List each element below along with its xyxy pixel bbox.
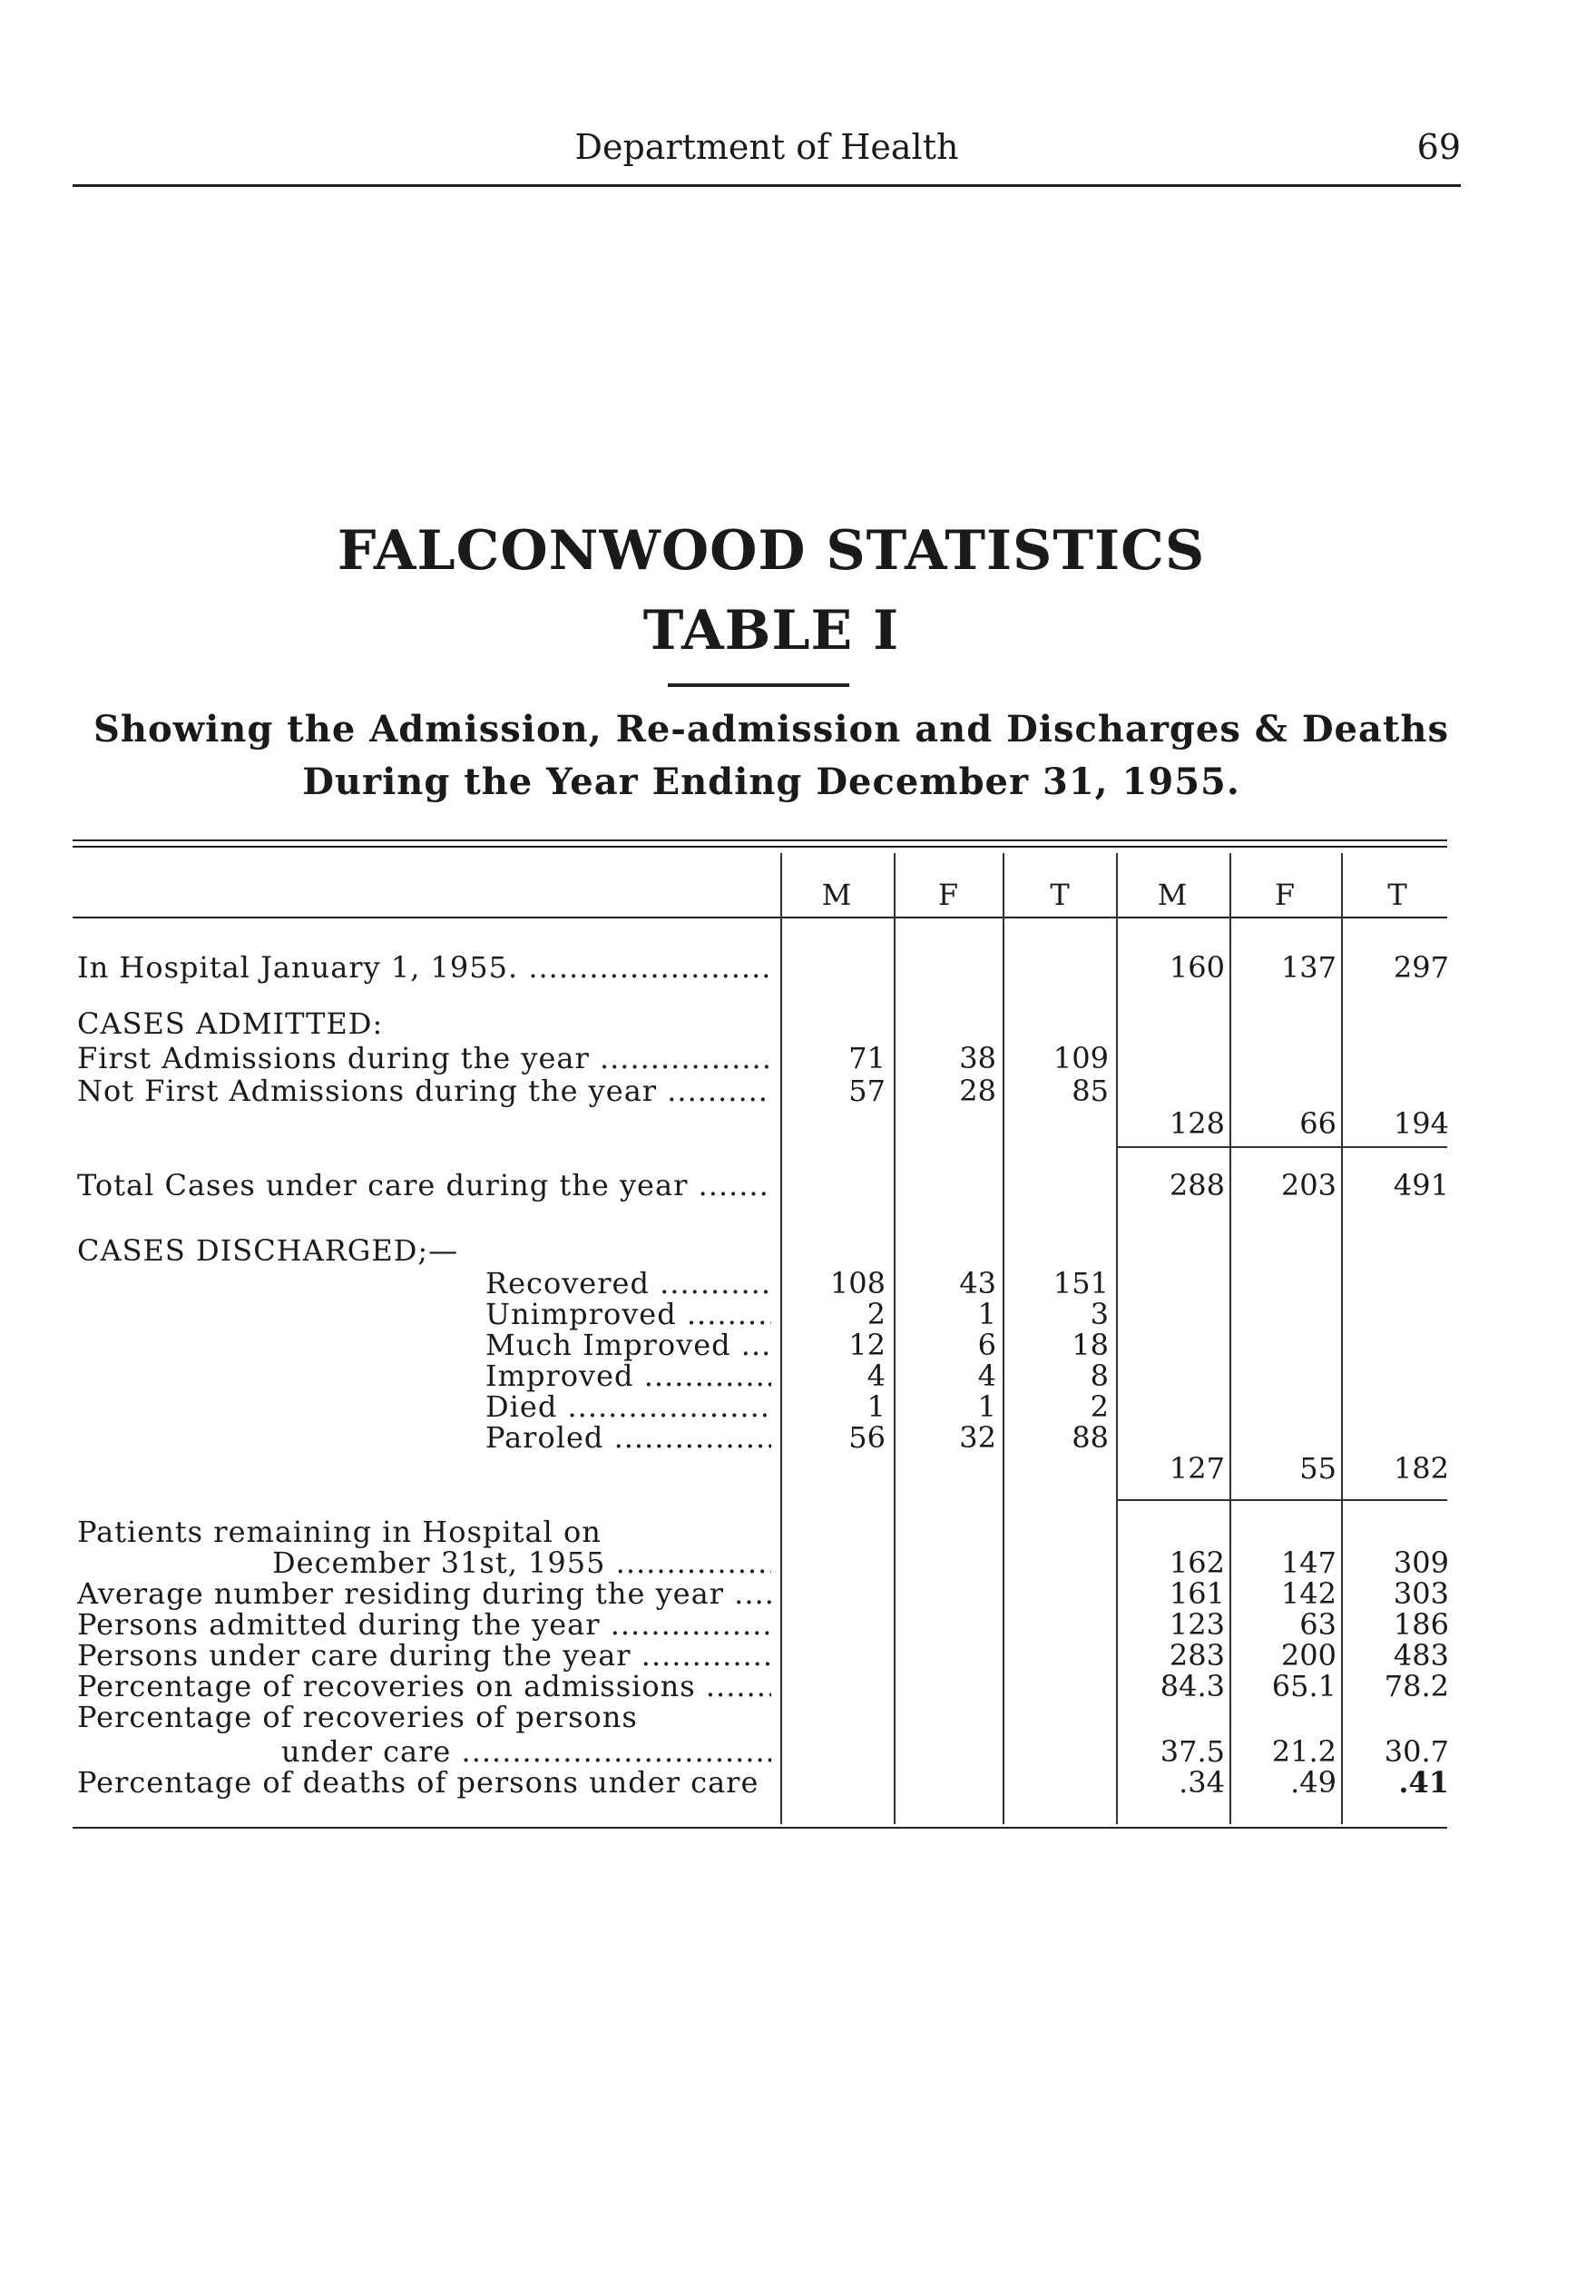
- cell-value: 30.7: [1384, 1734, 1449, 1769]
- cell-value: 109: [1053, 1041, 1109, 1075]
- cell-value: 85: [1072, 1074, 1109, 1108]
- row-label: Much Improved .....: [485, 1329, 771, 1361]
- row-label: First Admissions during the year .....: [77, 1042, 771, 1074]
- cell-value: 151: [1053, 1266, 1109, 1300]
- column-rule: [1003, 853, 1004, 1824]
- cell-value: 88: [1072, 1420, 1109, 1455]
- cell-value: 162: [1169, 1545, 1225, 1580]
- column-header-f: F: [937, 878, 959, 912]
- cell-value: 66: [1299, 1106, 1337, 1141]
- row-label: December 31st, 1955 .....: [272, 1546, 771, 1579]
- cell-value: 63: [1299, 1607, 1337, 1642]
- cell-value: 147: [1280, 1545, 1337, 1580]
- cell-value: 4: [977, 1359, 996, 1393]
- cell-value: 303: [1393, 1576, 1449, 1611]
- cell-value: 18: [1072, 1328, 1109, 1362]
- cell-value: .49: [1290, 1765, 1337, 1800]
- cell-value: 160: [1169, 950, 1225, 985]
- cell-value: 128: [1169, 1106, 1225, 1141]
- row-label: Percentage of deaths of persons under care: [77, 1765, 759, 1800]
- page-number: 69: [1416, 127, 1461, 167]
- cell-value: 1: [977, 1389, 996, 1424]
- cell-value: 186: [1393, 1607, 1449, 1642]
- header-rule: [73, 184, 1461, 187]
- cell-value: 56: [848, 1420, 886, 1455]
- table-top-rule-2: [73, 846, 1447, 848]
- cell-value: 38: [959, 1041, 996, 1075]
- cell-value: 65.1: [1271, 1669, 1337, 1703]
- cell-value: 6: [977, 1328, 996, 1362]
- table-bottom-rule: [73, 1827, 1447, 1829]
- cell-value: 108: [829, 1266, 886, 1300]
- cell-value: 127: [1169, 1451, 1225, 1486]
- running-title: Department of Health: [574, 127, 959, 167]
- subtitle-line-2: During the Year Ending December 31, 1955.: [302, 760, 1240, 803]
- cell-value: 182: [1393, 1451, 1449, 1486]
- cell-value: 3: [1090, 1297, 1109, 1331]
- cell-value: 309: [1393, 1545, 1449, 1580]
- cell-value: 491: [1393, 1168, 1449, 1202]
- cell-value: 21.2: [1271, 1734, 1337, 1769]
- cell-value: 123: [1169, 1607, 1225, 1642]
- column-header-m: M: [1157, 878, 1188, 912]
- row-label: Died .....: [485, 1390, 771, 1423]
- row-label: Percentage of recoveries on admissions .....: [77, 1670, 771, 1702]
- cell-value: 200: [1280, 1638, 1337, 1673]
- row-label: Persons under care during the year .....: [77, 1639, 771, 1672]
- column-rule: [1341, 853, 1343, 1824]
- row-label: Unimproved .....: [485, 1298, 771, 1330]
- cell-value: 37.5: [1160, 1734, 1225, 1769]
- column-rule: [780, 853, 782, 1824]
- cell-value: 12: [848, 1328, 886, 1362]
- column-header-t: T: [1387, 878, 1407, 912]
- cell-value: 28: [959, 1074, 996, 1108]
- page-title: FALCONWOOD STATISTICS: [337, 519, 1206, 583]
- cell-value: .41: [1398, 1765, 1449, 1800]
- cell-value: 2: [867, 1297, 886, 1331]
- section-heading: CASES DISCHARGED;—: [77, 1233, 459, 1268]
- subtotal-rule: [1118, 1146, 1447, 1148]
- cell-value: 57: [848, 1074, 886, 1108]
- subtitle-line-1: Showing the Admission, Re-admission and Discharges & Deaths: [93, 708, 1449, 751]
- cell-value: 137: [1280, 950, 1337, 985]
- row-label: Not First Admissions during the year .....: [77, 1074, 771, 1107]
- row-label: Average number residing during the year .....: [77, 1577, 771, 1610]
- row-label-line-1: Percentage of recoveries of persons: [77, 1700, 638, 1734]
- cell-value: 1: [977, 1297, 996, 1331]
- cell-value: 4: [867, 1359, 886, 1393]
- row-label-line-1: Patients remaining in Hospital on: [77, 1515, 602, 1549]
- row-label: In Hospital January 1, 1955. .....: [77, 951, 771, 984]
- cell-value: 55: [1299, 1451, 1337, 1486]
- cell-value: 194: [1393, 1106, 1449, 1141]
- cell-value: 161: [1169, 1576, 1225, 1611]
- row-label: Persons admitted during the year .....: [77, 1608, 771, 1641]
- cell-value: 483: [1393, 1638, 1449, 1673]
- column-rule: [894, 853, 896, 1824]
- cell-value: 84.3: [1160, 1669, 1225, 1703]
- cell-value: 78.2: [1384, 1669, 1449, 1703]
- subtotal-rule: [1118, 1499, 1447, 1501]
- cell-value: .34: [1179, 1765, 1225, 1800]
- table-top-rule: [73, 839, 1447, 841]
- cell-value: 288: [1169, 1168, 1225, 1202]
- row-label: Recovered .....: [485, 1267, 771, 1300]
- cell-value: 297: [1393, 950, 1449, 985]
- cell-value: 283: [1169, 1638, 1225, 1673]
- section-heading: CASES ADMITTED:: [77, 1006, 384, 1041]
- row-label: under care .....: [281, 1735, 771, 1768]
- cell-value: 2: [1090, 1389, 1109, 1424]
- cell-value: 8: [1090, 1359, 1109, 1393]
- cell-value: 71: [848, 1041, 886, 1075]
- cell-value: 1: [867, 1389, 886, 1424]
- cell-value: 43: [959, 1266, 996, 1300]
- cell-value: 32: [959, 1420, 996, 1455]
- column-rule: [1116, 853, 1118, 1824]
- cell-value: 142: [1280, 1576, 1337, 1611]
- column-header-f: F: [1274, 878, 1296, 912]
- running-head: [73, 127, 1461, 172]
- column-header-t: T: [1050, 878, 1070, 912]
- header-bottom-rule: [73, 917, 1447, 918]
- row-label: Improved .....: [485, 1359, 771, 1392]
- cell-value: 203: [1280, 1168, 1337, 1202]
- column-header-m: M: [821, 878, 852, 912]
- title-rule: [668, 683, 849, 687]
- row-label: Paroled .....: [485, 1421, 771, 1454]
- row-label: Total Cases under care during the year .....: [77, 1169, 771, 1202]
- table-title: TABLE I: [642, 599, 900, 662]
- column-rule: [1229, 853, 1231, 1824]
